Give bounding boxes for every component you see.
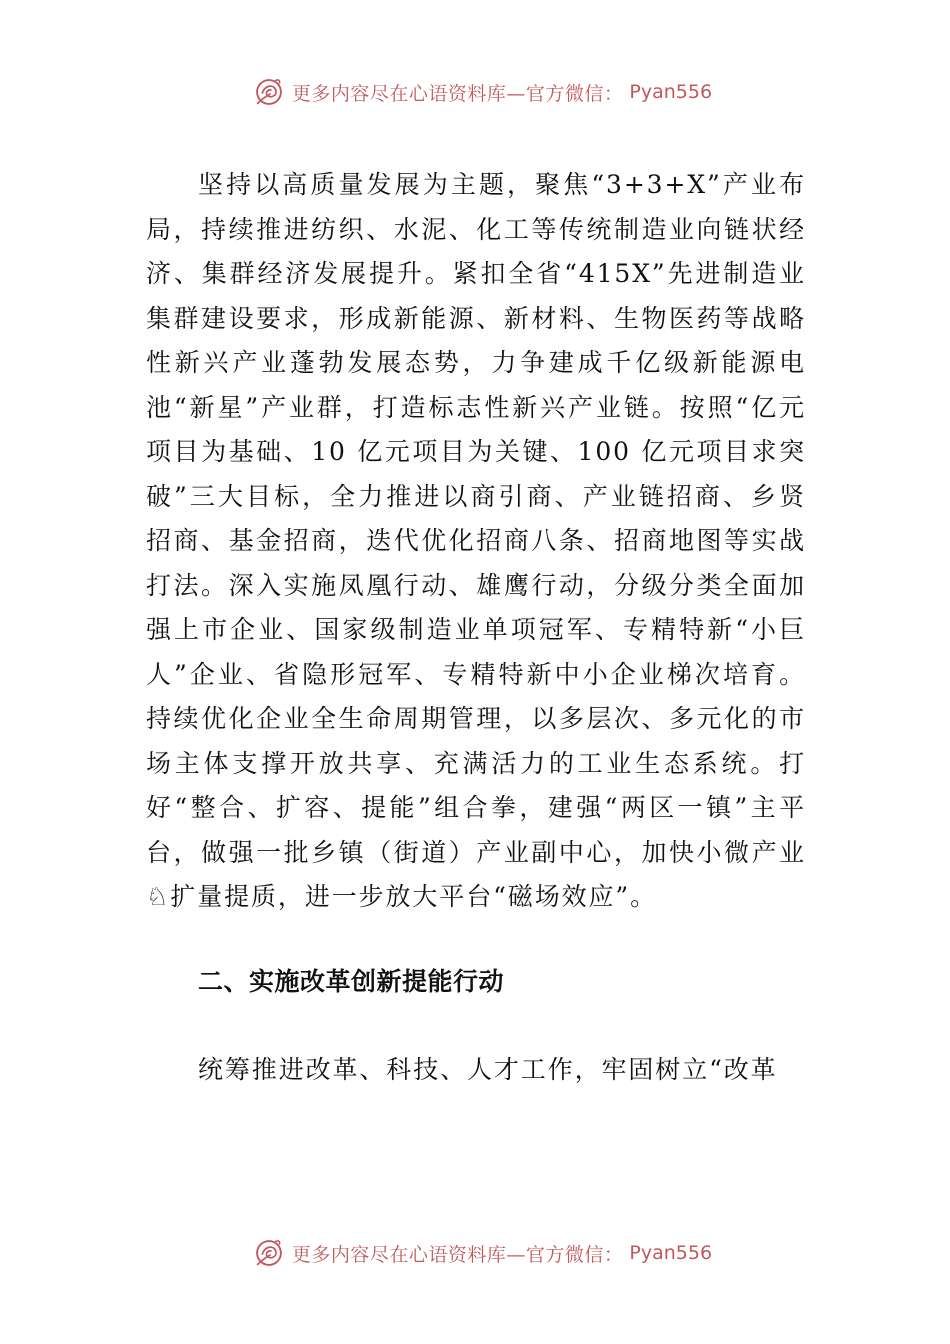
watermark-text: 更多内容尽在心语资料库—官方微信： [291, 82, 624, 105]
section-heading: 二、实施改革创新提能行动 [198, 967, 505, 996]
watermark-text: 更多内容尽在心语资料库—官方微信： [291, 1243, 624, 1266]
rose-logo-icon [252, 1236, 286, 1270]
body-paragraph: 坚持以高质量发展为主题，聚焦“3+3+X”产业布局，持续推进纺织、水泥、化工等传统制造业向链状经济、集群经济发展提升。紧扣全省“415X”先进制造业集群建设要求，形成新能源、新材料、生物医药等战略性新兴产业蓬勃发展态势，力争建成千亿级新能源电池“新星”产业群，打造标志性新兴产业链。按照“亿元项目为基础、10 亿元项目为关键、100 亿元项目求突破”三大目标，全力推进以商引商、产业链招商、乡贤招商、基金招商，迭代优化招商八条、招商地图等实战打法。深入实施凤凰行动、雄鹰行动，分级分类全面加强上市企业、国家级制造业单项冠军、专精特新“小巨人”企业、省隐形冠军、专精特新中小企业梯次培育。持续优化企业全生命周期管理，以多层次、多元化的市场主体支撑开放共享、充满活力的工业生态系统。打好“整合、扩容、提能”组合拳，建强“两区一镇”主平台，做强一批乡镇（街道）产业副中心，加快小微产业♘扩量提质，进一步放大平台“磁场效应”。 [146, 170, 806, 911]
watermark-header [0, 70, 950, 114]
watermark-wechat-id: Pyan556 [629, 1242, 713, 1264]
body-paragraph-continued: 统筹推进改革、科技、人才工作，牢固树立“改革 [198, 1055, 778, 1084]
watermark-content [252, 1236, 712, 1270]
rose-logo-icon [252, 75, 286, 109]
watermark-wechat-id: Pyan556 [629, 81, 713, 103]
watermark-content [252, 75, 712, 109]
watermark-footer [0, 1231, 950, 1275]
